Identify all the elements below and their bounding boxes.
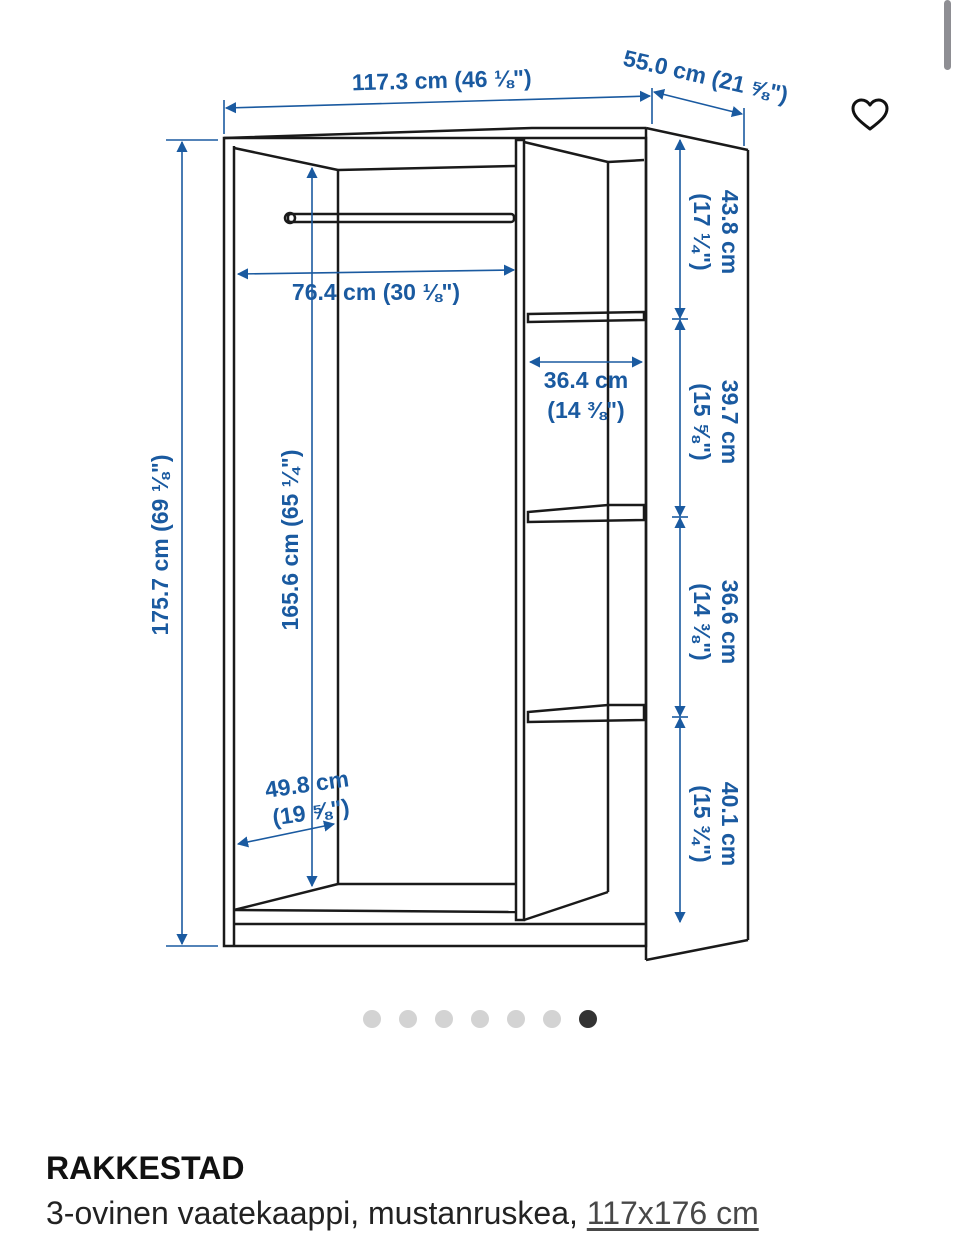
pagination-dot[interactable] <box>435 1010 453 1028</box>
pagination-dot[interactable] <box>543 1010 561 1028</box>
dimension-lines <box>166 88 744 946</box>
section-4-label-line1: 40.1 cm <box>717 781 743 867</box>
pagination-dot[interactable] <box>363 1010 381 1028</box>
total-height-label: 175.7 cm (69 ⅛") <box>147 454 173 636</box>
section-2-label-line2: (15 ⅝") <box>689 383 715 461</box>
section-1-label-line2: (17 ¼") <box>689 193 715 271</box>
pagination-dot[interactable] <box>471 1010 489 1028</box>
interior-depth-label-line2: (19 ⅝") <box>270 793 352 831</box>
pagination-dot[interactable] <box>579 1010 597 1028</box>
rail-width-label: 76.4 cm (30 ⅛") <box>291 279 461 305</box>
interior-height-label: 165.6 cm (65 ¼") <box>277 449 303 631</box>
product-size-link[interactable]: 117x176 cm <box>586 1195 759 1231</box>
section-2-label-line1: 39.7 cm <box>717 379 743 465</box>
section-1-label-line1: 43.8 cm <box>717 189 743 275</box>
interior-depth-label-line1: 49.8 cm <box>263 765 351 803</box>
shelf-width-label-line2: (14 ⅜") <box>547 397 625 423</box>
shelf-width-label-line1: 36.4 cm <box>543 367 629 393</box>
pagination-dot[interactable] <box>399 1010 417 1028</box>
image-pagination <box>363 1010 597 1030</box>
section-3-label-line2: (14 ⅜") <box>689 583 715 661</box>
pagination-dot[interactable] <box>507 1010 525 1028</box>
section-labels <box>689 190 743 866</box>
total-width-label: 117.3 cm (46 ⅛") <box>351 64 532 96</box>
section-4-label-line2: (15 ¾") <box>689 785 715 863</box>
product-description-text: 3-ovinen vaatekaappi, mustanruskea, <box>46 1195 578 1231</box>
product-description <box>46 1195 759 1232</box>
heart-icon <box>850 96 890 136</box>
favorite-button[interactable] <box>850 96 890 136</box>
product-name: RAKKESTAD <box>46 1150 245 1186</box>
total-depth-label: 55.0 cm (21 ⅝") <box>620 44 791 108</box>
section-3-label-line1: 36.6 cm <box>717 579 743 665</box>
